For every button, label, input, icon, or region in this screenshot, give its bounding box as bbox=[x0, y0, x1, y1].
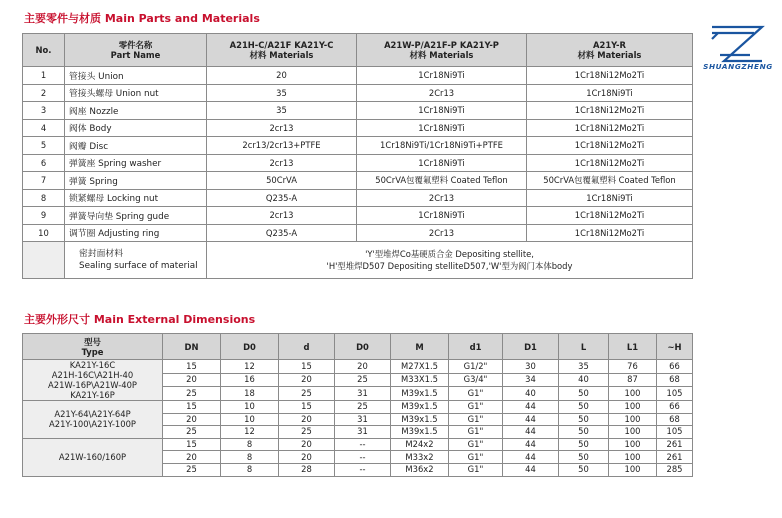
header-col3-model: A21Y-R bbox=[593, 40, 626, 50]
cell-material-1: 2cr13 bbox=[207, 119, 357, 137]
header-col3 bbox=[527, 34, 693, 67]
cell-material-2: 1Cr18Ni9Ti bbox=[357, 119, 527, 137]
cell-dim: 18 bbox=[221, 387, 279, 401]
cell-dim: -- bbox=[335, 451, 391, 464]
cell-type bbox=[23, 438, 163, 476]
cell-dim: 25 bbox=[163, 426, 221, 439]
cell-no: 7 bbox=[23, 172, 65, 190]
cell-material-3: 1Cr18Ni9Ti bbox=[527, 84, 693, 102]
cell-dim: G1/2" bbox=[449, 360, 503, 374]
cell-material-2: 2Cr13 bbox=[357, 224, 527, 242]
cell-dim: 16 bbox=[221, 373, 279, 387]
cell-part-name: 调节圈 Adjusting ring bbox=[65, 224, 207, 242]
cell-dim: 44 bbox=[503, 463, 559, 476]
cell-part-name: 锁紧螺母 Locking nut bbox=[65, 189, 207, 207]
cell-dim: 8 bbox=[221, 451, 279, 464]
cell-dim: 25 bbox=[279, 387, 335, 401]
cell-dim: 25 bbox=[335, 401, 391, 414]
dims-section-title: 主要外形尺寸 Main External Dimensions bbox=[24, 313, 256, 326]
header-no: No. bbox=[23, 34, 65, 67]
cell-dim: M36x2 bbox=[391, 463, 449, 476]
table-row bbox=[23, 137, 693, 155]
cell-material-3: 1Cr18Ni12Mo2Ti bbox=[527, 102, 693, 120]
cell-dim: 76 bbox=[609, 360, 657, 374]
cell-dim: 8 bbox=[221, 438, 279, 451]
cell-dim: 25 bbox=[279, 426, 335, 439]
header-dim-4: M bbox=[391, 334, 449, 360]
cell-dim: G1" bbox=[449, 438, 503, 451]
cell-material-2: 2Cr13 bbox=[357, 84, 527, 102]
cell-dim: 50 bbox=[559, 387, 609, 401]
cell-material-2: 1Cr18Ni9Ti bbox=[357, 207, 527, 225]
table-row bbox=[23, 207, 693, 225]
table-row bbox=[23, 84, 693, 102]
cell-dim: M33x2 bbox=[391, 451, 449, 464]
cell-type bbox=[23, 401, 163, 439]
cell-dim: M39x1.5 bbox=[391, 413, 449, 426]
header-col2-materials: 材料 Materials bbox=[409, 50, 474, 60]
cell-dim: 50 bbox=[559, 426, 609, 439]
sealing-text-line1: 'Y'型堆焊Co基硬质合金 Depositing stellite, bbox=[365, 249, 534, 259]
header-dim-3: D0 bbox=[335, 334, 391, 360]
header-col2-model: A21W-P/A21F-P KA21Y-P bbox=[384, 40, 499, 50]
cell-no: 6 bbox=[23, 154, 65, 172]
header-dim-8: L1 bbox=[609, 334, 657, 360]
header-type-en: Type bbox=[81, 346, 104, 357]
table-row bbox=[23, 172, 693, 190]
cell-dim: 25 bbox=[163, 463, 221, 476]
cell-dim: G1" bbox=[449, 463, 503, 476]
cell-dim: 66 bbox=[657, 401, 693, 414]
cell-dim: -- bbox=[335, 463, 391, 476]
cell-dim: 44 bbox=[503, 413, 559, 426]
cell-dim: 31 bbox=[335, 426, 391, 439]
cell-type bbox=[23, 360, 163, 401]
cell-dim: 100 bbox=[609, 401, 657, 414]
cell-dim: 44 bbox=[503, 451, 559, 464]
cell-dim: 50 bbox=[559, 463, 609, 476]
cell-dim: G1" bbox=[449, 413, 503, 426]
cell-material-2: 1Cr18Ni9Ti bbox=[357, 102, 527, 120]
cell-dim: 34 bbox=[503, 373, 559, 387]
cell-dim: 50 bbox=[559, 401, 609, 414]
table-row bbox=[23, 189, 693, 207]
cell-dim: 44 bbox=[503, 426, 559, 439]
table-row bbox=[23, 154, 693, 172]
cell-no: 4 bbox=[23, 119, 65, 137]
cell-dim: G1" bbox=[449, 426, 503, 439]
cell-no: 5 bbox=[23, 137, 65, 155]
header-dim-7: L bbox=[559, 334, 609, 360]
header-dim-0: DN bbox=[163, 334, 221, 360]
dimensions-table bbox=[22, 333, 693, 477]
cell-dim: 8 bbox=[221, 463, 279, 476]
header-part-cn: 零件名称 bbox=[118, 40, 153, 50]
cell-material-1: 2cr13 bbox=[207, 154, 357, 172]
cell-dim: M33X1.5 bbox=[391, 373, 449, 387]
cell-dim: 68 bbox=[657, 413, 693, 426]
cell-dim: 40 bbox=[559, 373, 609, 387]
table-row bbox=[23, 360, 693, 374]
cell-part-name: 阀体 Body bbox=[65, 119, 207, 137]
sealing-label-cn: 密封面材料 bbox=[79, 249, 123, 259]
cell-material-3: 1Cr18Ni12Mo2Ti bbox=[527, 67, 693, 85]
cell-dim: M39x1.5 bbox=[391, 401, 449, 414]
cell-dim: 50 bbox=[559, 451, 609, 464]
cell-dim: G1" bbox=[449, 387, 503, 401]
header-dim-1: D0 bbox=[221, 334, 279, 360]
cell-dim: 20 bbox=[279, 451, 335, 464]
sealing-text-line2: 'H'型堆焊D507 Depositing stelliteD507,'W'型为阀门本体body bbox=[326, 261, 573, 271]
header-col1-model: A21H-C/A21F KA21Y-C bbox=[229, 40, 334, 50]
cell-dim: 25 bbox=[335, 373, 391, 387]
cell-dim: 100 bbox=[609, 451, 657, 464]
table-row bbox=[23, 102, 693, 120]
cell-dim: 100 bbox=[609, 413, 657, 426]
cell-material-3: 1Cr18Ni12Mo2Ti bbox=[527, 119, 693, 137]
cell-dim: 87 bbox=[609, 373, 657, 387]
cell-dim: 40 bbox=[503, 387, 559, 401]
cell-part-name: 管接头螺母 Union nut bbox=[65, 84, 207, 102]
cell-dim: 261 bbox=[657, 438, 693, 451]
cell-dim: 15 bbox=[163, 401, 221, 414]
cell-dim: 100 bbox=[609, 426, 657, 439]
header-col1-materials: 材料 Materials bbox=[249, 50, 314, 60]
cell-dim: 50 bbox=[559, 413, 609, 426]
cell-no: 1 bbox=[23, 67, 65, 85]
type-line: A21W-16P\A21W-40P bbox=[48, 380, 137, 390]
cell-no: 9 bbox=[23, 207, 65, 225]
cell-dim: 261 bbox=[657, 451, 693, 464]
cell-dim: 50 bbox=[559, 438, 609, 451]
cell-material-1: 35 bbox=[207, 102, 357, 120]
cell-dim: 31 bbox=[335, 413, 391, 426]
parts-header-row bbox=[23, 34, 693, 67]
cell-dim: 285 bbox=[657, 463, 693, 476]
cell-dim: G3/4" bbox=[449, 373, 503, 387]
cell-material-3: 1Cr18Ni12Mo2Ti bbox=[527, 137, 693, 155]
cell-dim: 105 bbox=[657, 387, 693, 401]
table-row bbox=[23, 224, 693, 242]
header-col3-materials: 材料 Materials bbox=[577, 50, 642, 60]
cell-no bbox=[23, 242, 65, 279]
cell-dim: 20 bbox=[279, 438, 335, 451]
type-line: A21Y-100\A21Y-100P bbox=[49, 419, 136, 430]
parts-table bbox=[22, 33, 693, 279]
cell-dim: M39x1.5 bbox=[391, 426, 449, 439]
cell-dim: 35 bbox=[559, 360, 609, 374]
type-line: KA21Y-16C bbox=[69, 360, 116, 370]
cell-dim: M24x2 bbox=[391, 438, 449, 451]
cell-material-1: Q235-A bbox=[207, 189, 357, 207]
cell-dim: 10 bbox=[221, 413, 279, 426]
cell-dim: 100 bbox=[609, 387, 657, 401]
cell-material-3: 1Cr18Ni12Mo2Ti bbox=[527, 207, 693, 225]
type-line: A21W-160/160P bbox=[58, 452, 127, 463]
type-line: KA21Y-16P bbox=[70, 390, 115, 400]
cell-dim: 30 bbox=[503, 360, 559, 374]
header-col1 bbox=[207, 34, 357, 67]
header-dim-9: ~H bbox=[657, 334, 693, 360]
cell-dim: 66 bbox=[657, 360, 693, 374]
cell-dim: G1" bbox=[449, 451, 503, 464]
cell-material-1: 2cr13/2cr13+PTFE bbox=[207, 137, 357, 155]
cell-material-3: 1Cr18Ni12Mo2Ti bbox=[527, 224, 693, 242]
sealing-label-en: Sealing surface of material bbox=[79, 261, 198, 271]
cell-dim: 20 bbox=[279, 413, 335, 426]
header-dim-5: d1 bbox=[449, 334, 503, 360]
cell-no: 10 bbox=[23, 224, 65, 242]
cell-material-1: Q235-A bbox=[207, 224, 357, 242]
cell-dim: -- bbox=[335, 438, 391, 451]
cell-no: 3 bbox=[23, 102, 65, 120]
sealing-text bbox=[207, 242, 693, 279]
brand-logo-text: SHUANGZHENG bbox=[703, 62, 773, 71]
cell-dim: 10 bbox=[221, 401, 279, 414]
cell-material-2: 1Cr18Ni9Ti bbox=[357, 154, 527, 172]
cell-part-name: 弹簧 Spring bbox=[65, 172, 207, 190]
cell-material-2: 2Cr13 bbox=[357, 189, 527, 207]
table-row bbox=[23, 438, 693, 451]
cell-dim: 15 bbox=[279, 360, 335, 374]
cell-dim: 20 bbox=[163, 373, 221, 387]
cell-dim: 20 bbox=[163, 413, 221, 426]
cell-part-name: 阀座 Nozzle bbox=[65, 102, 207, 120]
cell-part-name: 阀瓣 Disc bbox=[65, 137, 207, 155]
cell-dim: 25 bbox=[163, 387, 221, 401]
cell-material-1: 35 bbox=[207, 84, 357, 102]
cell-dim: M39x1.5 bbox=[391, 387, 449, 401]
cell-dim: 12 bbox=[221, 360, 279, 374]
cell-dim: 15 bbox=[163, 438, 221, 451]
type-line: A21H-16C\A21H-40 bbox=[51, 370, 134, 380]
parts-section-title: 主要零件与材质 Main Parts and Materials bbox=[24, 12, 260, 25]
cell-dim: 15 bbox=[279, 401, 335, 414]
cell-material-1: 20 bbox=[207, 67, 357, 85]
cell-dim: M27X1.5 bbox=[391, 360, 449, 374]
table-row bbox=[23, 119, 693, 137]
cell-material-1: 2cr13 bbox=[207, 207, 357, 225]
cell-part-name: 管接头 Union bbox=[65, 67, 207, 85]
header-type bbox=[23, 334, 163, 360]
cell-material-3: 50CrVA包覆氟塑料 Coated Teflon bbox=[527, 172, 693, 190]
cell-part-name: 弹簧座 Spring washer bbox=[65, 154, 207, 172]
cell-dim: 20 bbox=[279, 373, 335, 387]
sealing-row bbox=[23, 242, 693, 279]
cell-material-2: 1Cr18Ni9Ti bbox=[357, 67, 527, 85]
cell-dim: 44 bbox=[503, 438, 559, 451]
cell-dim: 100 bbox=[609, 463, 657, 476]
cell-dim: G1" bbox=[449, 401, 503, 414]
type-line: A21Y-64\A21Y-64P bbox=[54, 409, 131, 420]
header-part-name bbox=[65, 34, 207, 67]
cell-no: 2 bbox=[23, 84, 65, 102]
dims-header-row bbox=[23, 334, 693, 360]
cell-dim: 15 bbox=[163, 360, 221, 374]
header-dim-6: D1 bbox=[503, 334, 559, 360]
header-type-cn: 型号 bbox=[84, 336, 101, 347]
cell-no: 8 bbox=[23, 189, 65, 207]
cell-material-2: 50CrVA包覆氟塑料 Coated Teflon bbox=[357, 172, 527, 190]
cell-dim: 68 bbox=[657, 373, 693, 387]
cell-material-1: 50CrVA bbox=[207, 172, 357, 190]
cell-dim: 105 bbox=[657, 426, 693, 439]
cell-material-2: 1Cr18Ni9Ti/1Cr18Ni9Ti+PTFE bbox=[357, 137, 527, 155]
header-dim-2: d bbox=[279, 334, 335, 360]
table-row bbox=[23, 401, 693, 414]
cell-dim: 100 bbox=[609, 438, 657, 451]
table-row bbox=[23, 67, 693, 85]
header-part-en: Part Name bbox=[110, 50, 161, 60]
cell-material-3: 1Cr18Ni9Ti bbox=[527, 189, 693, 207]
cell-dim: 20 bbox=[335, 360, 391, 374]
cell-dim: 44 bbox=[503, 401, 559, 414]
cell-dim: 28 bbox=[279, 463, 335, 476]
header-col2 bbox=[357, 34, 527, 67]
cell-material-3: 1Cr18Ni12Mo2Ti bbox=[527, 154, 693, 172]
sealing-label bbox=[65, 242, 207, 279]
cell-dim: 20 bbox=[163, 451, 221, 464]
cell-dim: 12 bbox=[221, 426, 279, 439]
cell-dim: 31 bbox=[335, 387, 391, 401]
cell-part-name: 弹簧导向垫 Spring gude bbox=[65, 207, 207, 225]
